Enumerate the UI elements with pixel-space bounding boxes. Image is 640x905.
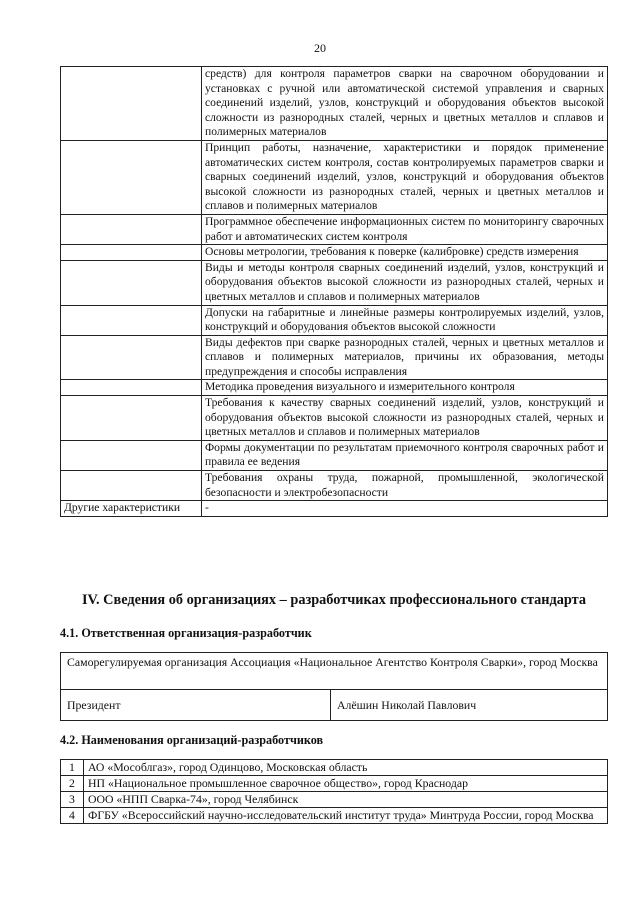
table-row (61, 440, 608, 470)
section-title: IV. Сведения об организациях – разработчиках профессионального стандарта (81, 592, 587, 608)
page-number: 20 (314, 41, 326, 55)
left-cell (61, 335, 202, 380)
subsection-title-developers: 4.2. Наименования организаций-разработчиков (60, 733, 324, 747)
knowledge-item: Программное обеспечение информационных систем по мониторингу сварочных работ и автоматических систем контроля (202, 214, 608, 244)
responsible-org-table (60, 652, 608, 721)
developer-name: ФГБУ «Всероссийский научно-исследовательский институт труда» Минтруда России, город Москва (84, 808, 608, 824)
table-row (61, 245, 608, 261)
table-row (61, 760, 608, 776)
knowledge-item: средств) для контроля параметров сварки на сварочном оборудовании и установках с ручной или автоматической системой управления и сварных соединений изделий, узлов, конструкций и оборудования объектов высокой сложности из разнородных сталей, черных и цветных металлов и сплавов и полимерных материалов (202, 67, 608, 141)
table-row (61, 776, 608, 792)
developer-name: НП «Национальное промышленное сварочное общество», город Краснодар (84, 776, 608, 792)
table-row (61, 396, 608, 441)
knowledge-table (60, 66, 608, 517)
row-number: 3 (61, 792, 84, 808)
left-cell (61, 260, 202, 305)
table-row (61, 792, 608, 808)
left-cell (61, 67, 202, 141)
row-number: 1 (61, 760, 84, 776)
table-row (61, 501, 608, 517)
table-row (61, 471, 608, 501)
left-cell (61, 214, 202, 244)
left-cell (61, 140, 202, 214)
knowledge-item: Основы метрологии, требования к поверке (калибровке) средств измерения (202, 245, 608, 261)
knowledge-item: Требования к качеству сварных соединений изделий, узлов, конструкций и оборудования объектов высокой сложности из разнородных сталей, черных и цветных металлов и сплавов и полимерных материалов (202, 396, 608, 441)
table-row (61, 808, 608, 824)
left-cell (61, 245, 202, 261)
left-cell (61, 305, 202, 335)
knowledge-item: Требования охраны труда, пожарной, промышленной, экологической безопасности и электробезопасности (202, 471, 608, 501)
table-row (61, 335, 608, 380)
responsible-org-name: Саморегулируемая организация Ассоциация «Национальное Агентство Контроля Сварки», город Москва (61, 653, 608, 690)
table-row (61, 260, 608, 305)
row-number: 4 (61, 808, 84, 824)
left-cell (61, 380, 202, 396)
table-row (61, 140, 608, 214)
developer-name: АО «Мособлгаз», город Одинцово, Московская область (84, 760, 608, 776)
left-cell (61, 440, 202, 470)
knowledge-item: Виды и методы контроля сварных соединений изделий, узлов, конструкций и оборудования объектов высокой сложности из разнородных сталей, черных и цветных металлов и сплавов и полимерных материалов (202, 260, 608, 305)
developers-table (60, 759, 608, 824)
row-number: 2 (61, 776, 84, 792)
knowledge-item: Методика проведения визуального и измерительного контроля (202, 380, 608, 396)
left-cell (61, 471, 202, 501)
knowledge-item: Виды дефектов при сварке разнородных сталей, черных и цветных металлов и сплавов и полимерных материалов, причины их образования, методы предупреждения и способы исправления (202, 335, 608, 380)
table-row (61, 380, 608, 396)
table-row (61, 305, 608, 335)
table-row (61, 214, 608, 244)
knowledge-item: Допуски на габаритные и линейные размеры контролируемых изделий, узлов, конструкций и оборудования объектов высокой сложности (202, 305, 608, 335)
person-cell: Алёшин Николай Павлович (331, 690, 608, 721)
other-characteristics-value: - (202, 501, 608, 517)
knowledge-item: Формы документации по результатам приемочного контроля сварочных работ и правила ее ведения (202, 440, 608, 470)
developer-name: ООО «НПП Сварка-74», город Челябинск (84, 792, 608, 808)
table-row (61, 67, 608, 141)
knowledge-item: Принцип работы, назначение, характеристики и порядок применение автоматических систем контроля, состав контролируемых параметров сварки и сварных соединений изделий, узлов, конструкций и оборудования объектов высокой сложности из разнородных сталей, черных и цветных металлов и сплавов и полимерных материалов (202, 140, 608, 214)
subsection-title-responsible: 4.1. Ответственная организация-разработчик (60, 626, 312, 640)
position-cell: Президент (61, 690, 331, 721)
other-characteristics-label: Другие характеристики (61, 501, 202, 517)
left-cell (61, 396, 202, 441)
